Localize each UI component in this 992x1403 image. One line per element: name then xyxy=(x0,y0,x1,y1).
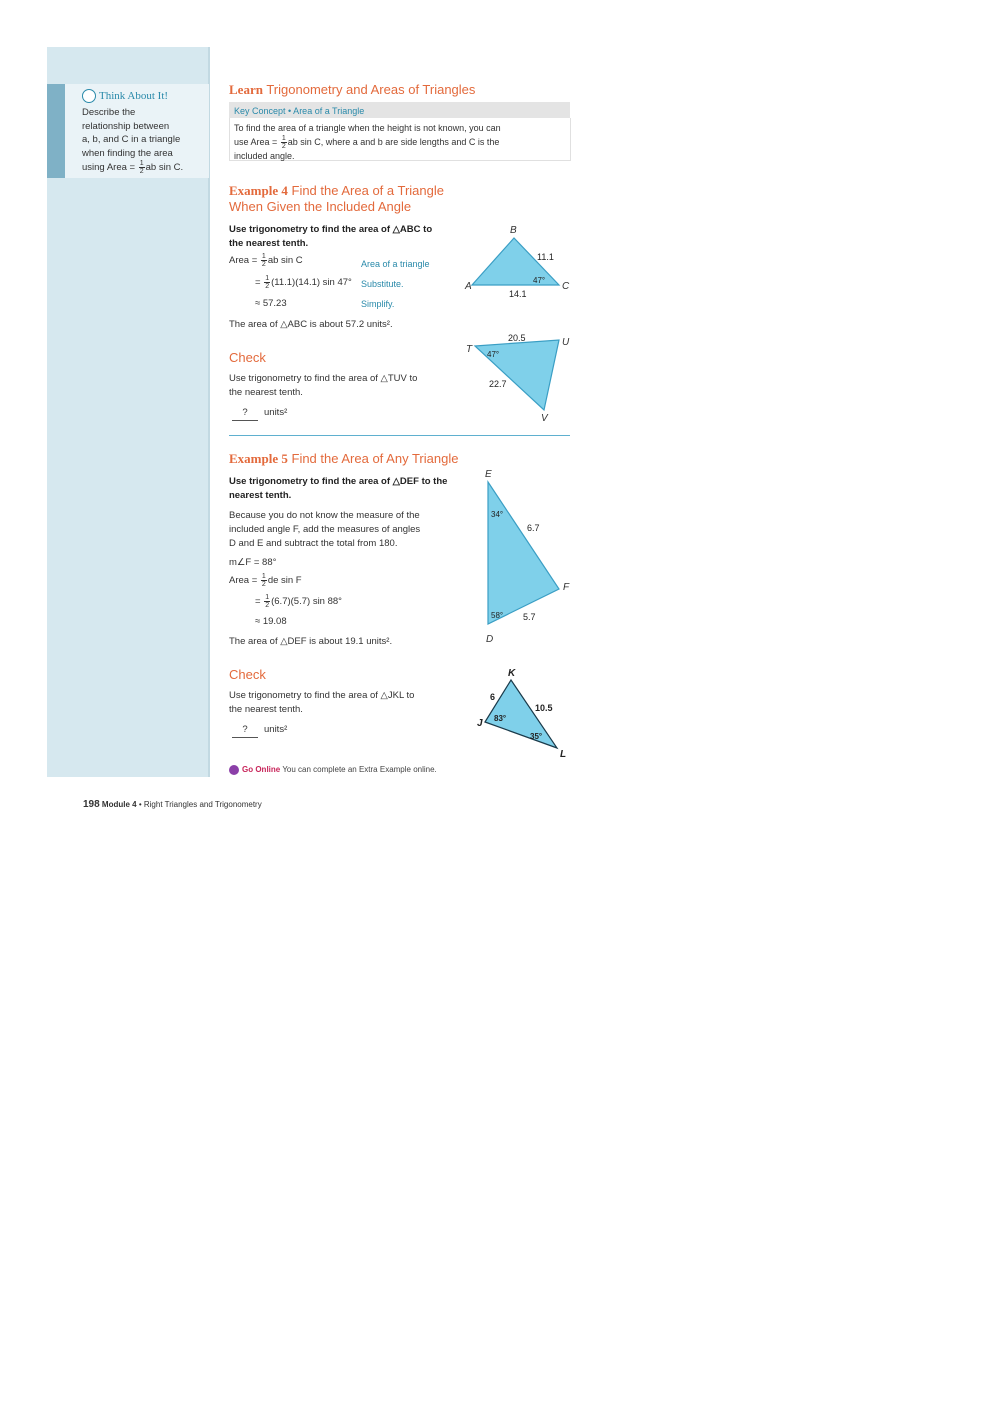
side-bc: 11.1 xyxy=(537,252,554,262)
go-online-note[interactable]: Go Online You can complete an Extra Example online. xyxy=(229,765,437,775)
label-k: K xyxy=(508,668,516,679)
example4-note3: Simplify. xyxy=(361,299,395,309)
example5-angle: m∠F = 88° xyxy=(229,557,277,568)
example4-note1: Area of a triangle xyxy=(361,259,430,269)
think-line: a, b, and C in a triangle xyxy=(82,134,181,145)
label-t: T xyxy=(466,344,473,355)
think-line: using Area = $\frac{1}{2}$ ab sin C. xyxy=(82,160,184,175)
label-e: E xyxy=(485,469,492,480)
think-line: relationship between xyxy=(82,120,170,132)
fraction-half: $\frac{1}{2}$ xyxy=(261,573,266,588)
example5-conclusion: The area of △DEF is about 19.1 units². xyxy=(229,636,393,647)
triangle-def xyxy=(488,482,559,624)
fraction-half: $\frac{1}{2}$ xyxy=(139,160,144,175)
check2-text: Use trigonometry to find the area of △JKL to the nearest tenth. xyxy=(229,690,415,715)
answer-blank[interactable]: ? xyxy=(232,723,258,738)
label-b: B xyxy=(510,225,517,236)
angle-d: 58° xyxy=(491,611,504,620)
fraction-half: $\frac{1}{2}$ xyxy=(261,253,266,268)
label-u: U xyxy=(562,337,570,348)
check1-answer: ? units² xyxy=(232,406,287,421)
check2-answer: ? units² xyxy=(232,723,287,738)
example4-note2: Substitute. xyxy=(361,279,404,289)
page-footer: 198 Module 4 • Right Triangles and Trigonometry xyxy=(83,799,262,810)
side-df: 5.7 xyxy=(523,612,536,622)
example4-step1: Area = $\frac{1}{2}$ ab sin C xyxy=(229,253,303,268)
example4-step3: ≈ 57.23 xyxy=(255,298,287,309)
example4-conclusion: The area of △ABC is about 57.2 units². xyxy=(229,319,393,330)
example4-step2: = $\frac{1}{2}$ (11.1)(14.1) sin 47° xyxy=(255,275,352,290)
label-d: D xyxy=(486,634,494,645)
key-concept-label: Key Concept • Area of a Triangle xyxy=(234,106,365,116)
example5-paragraph: Because you do not know the measure of the included angle F, add the measures of angles D and E and subtract the total from 180. xyxy=(229,510,421,549)
side-tu: 20.5 xyxy=(508,333,526,343)
check1-heading: Check xyxy=(229,350,266,365)
side-kl: 10.5 xyxy=(535,703,553,713)
key-concept-text: To find the area of a triangle when the height is not known, you can use Area = $\frac{1}{2}$ ab sin C, where a and b are side lengths and C is the included angle. xyxy=(234,123,501,161)
think-line: when finding the area xyxy=(82,147,173,159)
label-v: V xyxy=(541,413,548,424)
angle-c: 47° xyxy=(533,276,546,285)
label-c: C xyxy=(562,281,570,292)
angle-j: 83° xyxy=(494,714,507,723)
check2-heading: Check xyxy=(229,667,266,682)
fraction-half: $\frac{1}{2}$ xyxy=(265,594,270,609)
example5-step1: Area = $\frac{1}{2}$ de sin F xyxy=(229,573,302,588)
label-a: A xyxy=(465,281,472,292)
label-j: J xyxy=(477,718,483,729)
think-about-it-title: Think About It! xyxy=(99,90,169,102)
label-f: F xyxy=(563,582,570,593)
learn-heading: Learn Trigonometry and Areas of Triangles xyxy=(229,82,476,97)
example5-step3: ≈ 19.08 xyxy=(255,616,287,627)
example5-heading: Example 5 Find the Area of Any Triangle xyxy=(229,451,459,466)
answer-blank[interactable]: ? xyxy=(232,406,258,421)
side-jk: 6 xyxy=(490,692,496,702)
label-l: L xyxy=(560,749,567,760)
angle-t: 47° xyxy=(487,350,500,359)
fraction-half: $\frac{1}{2}$ xyxy=(265,275,270,290)
angle-l: 35° xyxy=(530,732,543,741)
example5-prompt: Use trigonometry to find the area of △DEF to the nearest tenth. xyxy=(229,476,448,501)
think-line: Describe the xyxy=(82,107,136,118)
example4-heading: Example 4 Find the Area of a Triangle When Given the Included Angle xyxy=(229,183,444,214)
side-ef: 6.7 xyxy=(527,523,540,533)
side-tv: 22.7 xyxy=(489,379,507,389)
side-ac: 14.1 xyxy=(509,289,527,299)
example4-prompt: Use trigonometry to find the area of △ABC to the nearest tenth. xyxy=(229,224,433,249)
angle-e: 34° xyxy=(491,510,504,519)
fraction-half: $\frac{1}{2}$ xyxy=(281,135,286,150)
example5-step2: = $\frac{1}{2}$ (6.7)(5.7) sin 88° xyxy=(255,594,342,609)
check1-text: Use trigonometry to find the area of △TUV to the nearest tenth. xyxy=(229,373,418,398)
